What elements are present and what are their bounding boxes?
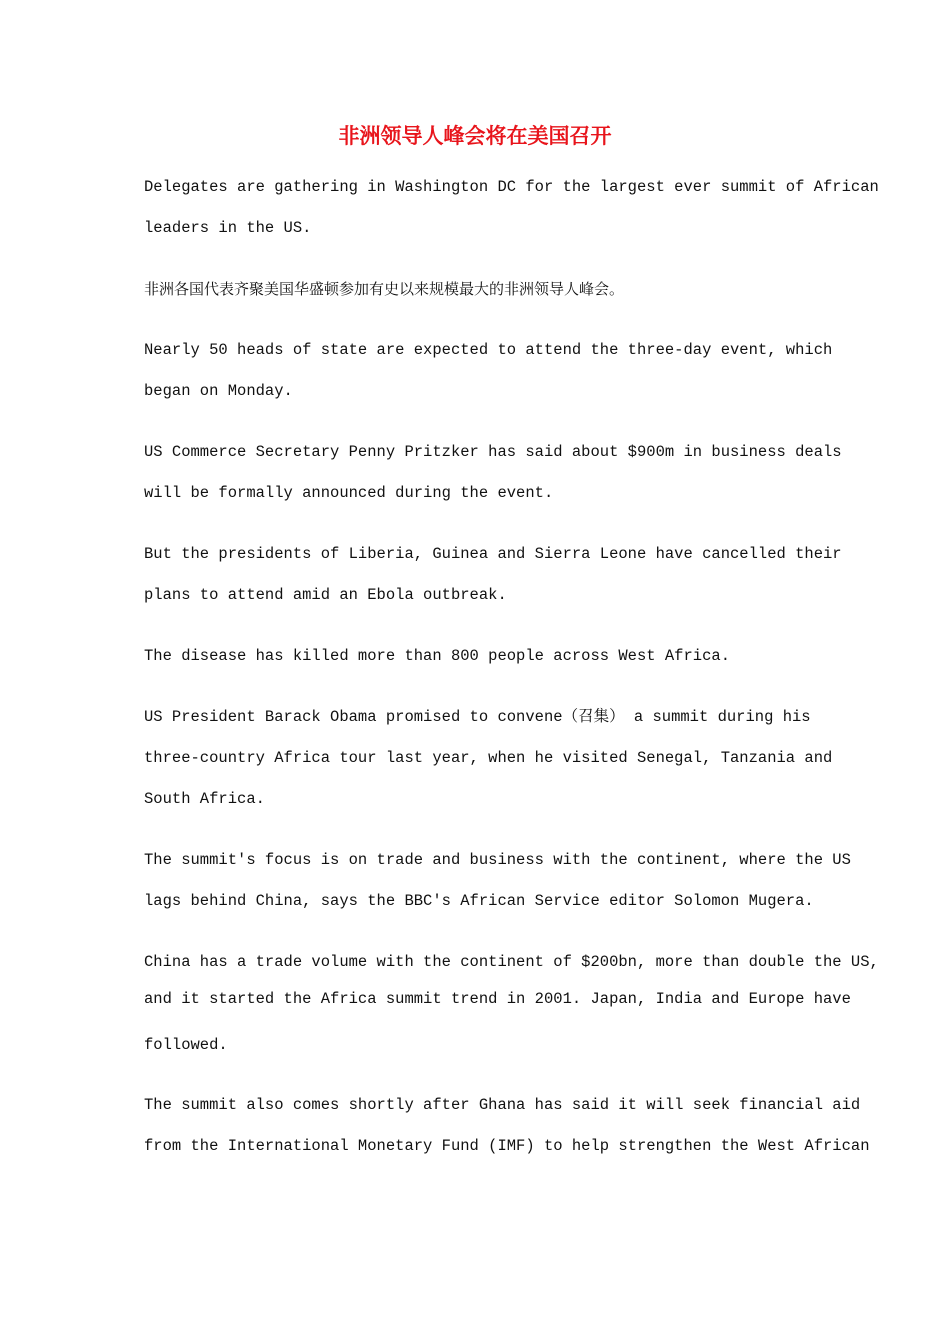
text-line: from the International Monetary Fund (IMF) to help strengthen the West African xyxy=(144,1137,870,1155)
text-line: and it started the Africa summit trend in 2001. Japan, India and Europe have xyxy=(144,990,851,1008)
text-line: US President Barack Obama promised to convene（召集） a summit during his xyxy=(144,708,811,726)
text-line: will be formally announced during the event. xyxy=(144,484,554,502)
text-line: South Africa. xyxy=(144,790,265,808)
text-line: The summit also comes shortly after Ghana has said it will seek financial aid xyxy=(144,1096,861,1114)
text-line: Delegates are gathering in Washington DC for the largest ever summit of African xyxy=(144,178,879,196)
text-line: The summit's focus is on trade and business with the continent, where the US xyxy=(144,851,851,869)
text-line: But the presidents of Liberia, Guinea and Sierra Leone have cancelled their xyxy=(144,545,842,563)
document-title: 非洲领导人峰会将在美国召开 xyxy=(338,124,612,148)
text-line: lags behind China, says the BBC's African Service editor Solomon Mugera. xyxy=(144,892,814,910)
text-line: China has a trade volume with the continent of $200bn, more than double the US, xyxy=(144,953,879,971)
text-line: Nearly 50 heads of state are expected to attend the three-day event, which xyxy=(144,341,833,359)
text-line: began on Monday. xyxy=(144,382,293,400)
text-line: three-country Africa tour last year, when he visited Senegal, Tanzania and xyxy=(144,749,833,767)
text-line: 非洲各国代表齐聚美国华盛顿参加有史以来规模最大的非洲领导人峰会。 xyxy=(144,280,625,298)
text-line: plans to attend amid an Ebola outbreak. xyxy=(144,586,507,604)
text-line: leaders in the US. xyxy=(144,219,312,237)
text-line: The disease has killed more than 800 people across West Africa. xyxy=(144,647,730,665)
text-line: US Commerce Secretary Penny Pritzker has said about $900m in business deals xyxy=(144,443,842,461)
text-line: followed. xyxy=(144,1036,228,1054)
